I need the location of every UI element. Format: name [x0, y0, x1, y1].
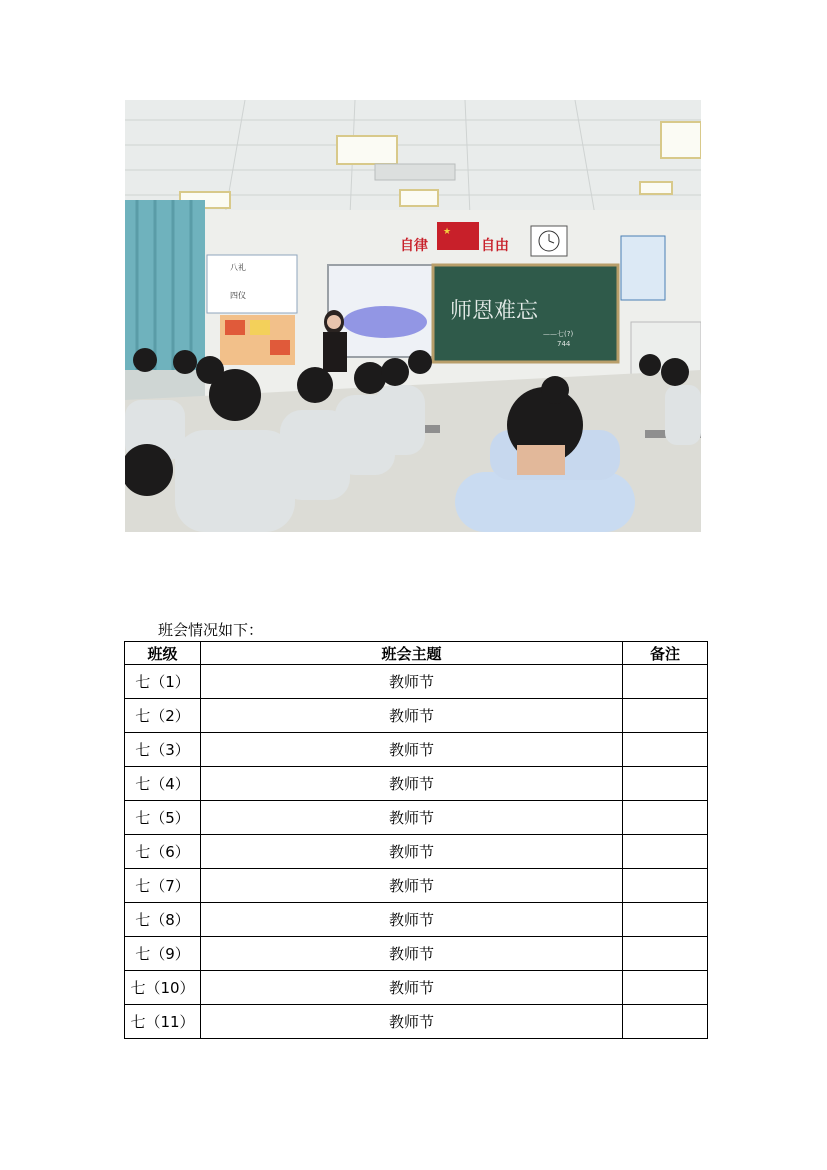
header-class: 班级 [125, 642, 201, 665]
cell-note [623, 971, 708, 1005]
table-row [125, 869, 708, 903]
cell-class: 七（8） [125, 903, 201, 937]
cell-note [623, 903, 708, 937]
chalkboard-signature-2: 744 [557, 340, 571, 348]
cell-class: 七（7） [125, 869, 201, 903]
table-row [125, 801, 708, 835]
cell-theme: 教师节 [201, 937, 623, 971]
cell-note [623, 869, 708, 903]
poster-subtitle: 四仪 [230, 291, 246, 300]
poster-title: 八礼 [230, 263, 246, 272]
cell-class: 七（2） [125, 699, 201, 733]
cell-note [623, 699, 708, 733]
table-row [125, 665, 708, 699]
cell-note [623, 1005, 708, 1039]
table-row [125, 971, 708, 1005]
cell-note [623, 801, 708, 835]
table-row [125, 1005, 708, 1039]
cell-theme: 教师节 [201, 767, 623, 801]
banner-left-text: 自律 [400, 238, 428, 254]
cell-class: 七（3） [125, 733, 201, 767]
cell-theme: 教师节 [201, 665, 623, 699]
table-header-row [125, 642, 708, 665]
chalkboard-signature-1: ——七(?) [543, 330, 574, 338]
chalkboard-title: 师恩难忘 [450, 299, 539, 324]
header-theme: 班会主题 [201, 642, 623, 665]
intro-text: 班会情况如下： [158, 621, 264, 639]
cell-theme: 教师节 [201, 869, 623, 903]
cell-note [623, 835, 708, 869]
cell-class: 七（1） [125, 665, 201, 699]
cell-theme: 教师节 [201, 971, 623, 1005]
cell-class: 七（5） [125, 801, 201, 835]
cell-class: 七（9） [125, 937, 201, 971]
table-row [125, 835, 708, 869]
cell-theme: 教师节 [201, 1005, 623, 1039]
table-row [125, 937, 708, 971]
cell-class: 七（10） [125, 971, 201, 1005]
cell-theme: 教师节 [201, 733, 623, 767]
table-row [125, 699, 708, 733]
banner-right-text: 自由 [481, 238, 509, 254]
table-row [125, 767, 708, 801]
cell-theme: 教师节 [201, 835, 623, 869]
class-meeting-table [124, 641, 708, 1039]
cell-note [623, 937, 708, 971]
cell-class: 七（4） [125, 767, 201, 801]
table-row [125, 733, 708, 767]
cell-theme: 教师节 [201, 699, 623, 733]
classroom-illustration [125, 100, 701, 532]
cell-class: 七（6） [125, 835, 201, 869]
cell-note [623, 733, 708, 767]
svg-text:★: ★ [443, 227, 452, 237]
table-row [125, 903, 708, 937]
classroom-photo [125, 100, 701, 532]
cell-theme: 教师节 [201, 903, 623, 937]
cell-theme: 教师节 [201, 801, 623, 835]
header-note: 备注 [623, 642, 708, 665]
cell-note [623, 665, 708, 699]
cell-note [623, 767, 708, 801]
cell-class: 七（11） [125, 1005, 201, 1039]
